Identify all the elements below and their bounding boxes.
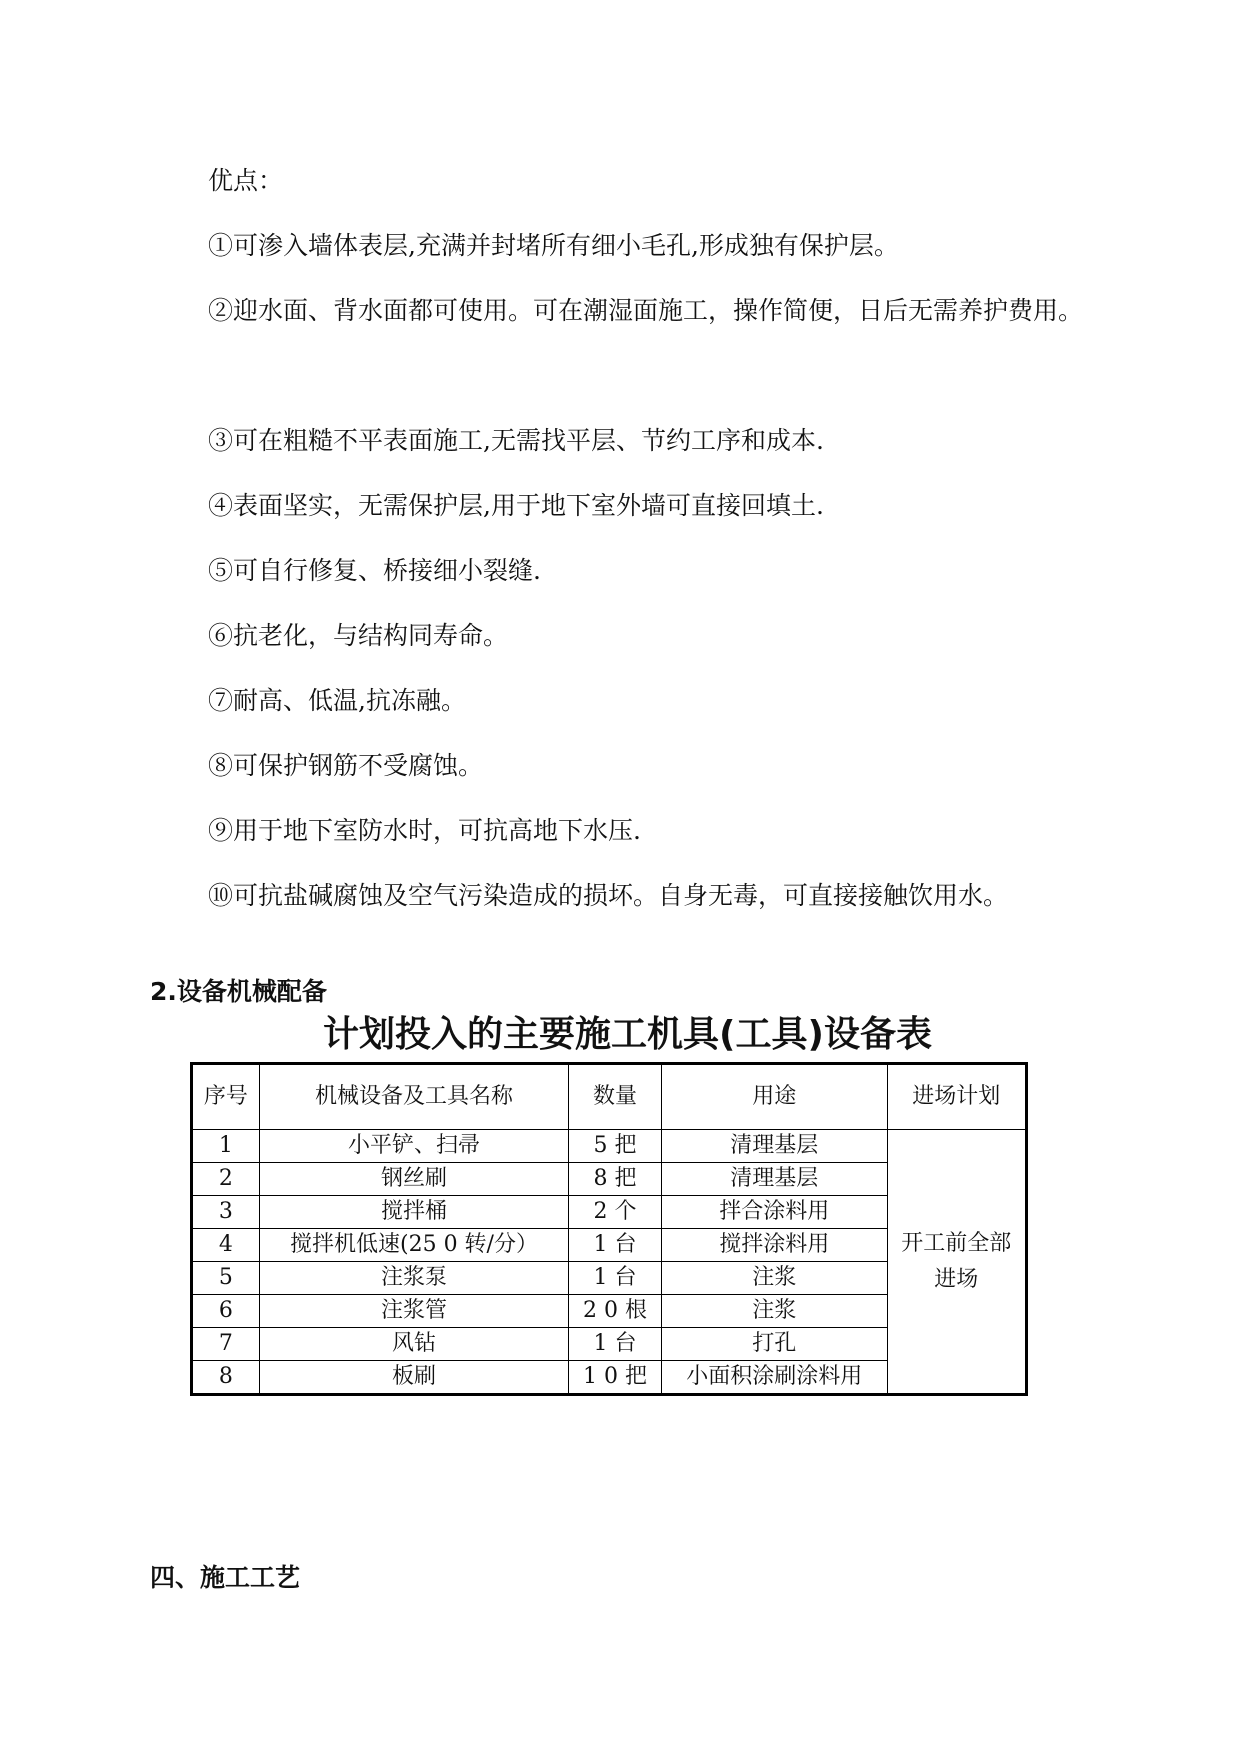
cell-name: 注浆管 <box>259 1295 568 1328</box>
advantage-item-6: ⑥抗老化，与结构同寿命。 <box>208 621 509 650</box>
cell-name: 钢丝刷 <box>259 1163 568 1196</box>
header-use: 用途 <box>661 1064 887 1130</box>
cell-no: 5 <box>192 1262 260 1295</box>
cell-use: 小面积涂刷涂料用 <box>661 1361 887 1395</box>
cell-qty: 1 台 <box>569 1328 662 1361</box>
cell-qty: 1 台 <box>569 1262 662 1295</box>
cell-qty: 5 把 <box>569 1130 662 1163</box>
cell-use: 清理基层 <box>661 1130 887 1163</box>
cell-name: 板刷 <box>259 1361 568 1395</box>
cell-name: 搅拌机低速(25 0 转/分） <box>259 1229 568 1262</box>
advantage-item-3: ③可在粗糙不平表面施工,无需找平层、节约工序和成本. <box>208 426 824 455</box>
table-row <box>192 1130 1027 1163</box>
advantage-item-4: ④表面坚实，无需保护层,用于地下室外墙可直接回填土. <box>208 491 824 520</box>
cell-qty: 2 0 根 <box>569 1295 662 1328</box>
cell-use: 注浆 <box>661 1262 887 1295</box>
advantage-item-5: ⑤可自行修复、桥接细小裂缝. <box>208 556 541 585</box>
cell-plan: 开工前全部进场 <box>887 1130 1026 1395</box>
cell-name: 风钻 <box>259 1328 568 1361</box>
cell-no: 8 <box>192 1361 260 1395</box>
cell-no: 7 <box>192 1328 260 1361</box>
cell-use: 搅拌涂料用 <box>661 1229 887 1262</box>
header-no: 序号 <box>192 1064 260 1130</box>
cell-no: 4 <box>192 1229 260 1262</box>
section-heading-process: 四、施工工艺 <box>150 1563 301 1592</box>
cell-no: 3 <box>192 1196 260 1229</box>
advantage-item-10: ⑩可抗盐碱腐蚀及空气污染造成的损坏。自身无毒，可直接接触饮用水。 <box>208 881 1009 910</box>
advantage-item-1: ①可渗入墙体表层,充满并封堵所有细小毛孔,形成独有保护层。 <box>208 231 899 260</box>
cell-no: 1 <box>192 1130 260 1163</box>
header-name: 机械设备及工具名称 <box>259 1064 568 1130</box>
cell-use: 清理基层 <box>661 1163 887 1196</box>
section-heading-equipment: 2.设备机械配备 <box>150 977 327 1006</box>
cell-qty: 1 0 把 <box>569 1361 662 1395</box>
cell-use: 打孔 <box>661 1328 887 1361</box>
cell-name: 小平铲、扫帚 <box>259 1130 568 1163</box>
cell-use: 拌合涂料用 <box>661 1196 887 1229</box>
advantages-heading: 优点： <box>208 166 284 195</box>
advantage-item-8: ⑧可保护钢筋不受腐蚀。 <box>208 751 484 780</box>
cell-no: 2 <box>192 1163 260 1196</box>
cell-name: 搅拌桶 <box>259 1196 568 1229</box>
equipment-table <box>190 1062 1028 1396</box>
header-plan: 进场计划 <box>887 1064 1026 1130</box>
cell-name: 注浆泵 <box>259 1262 568 1295</box>
advantage-item-2: ②迎水面、背水面都可使用。可在潮湿面施工，操作简便，日后无需养护费用。 <box>208 296 1084 325</box>
cell-use: 注浆 <box>661 1295 887 1328</box>
table-header-row <box>192 1064 1027 1130</box>
cell-qty: 8 把 <box>569 1163 662 1196</box>
cell-no: 6 <box>192 1295 260 1328</box>
advantage-item-9: ⑨用于地下室防水时，可抗高地下水压. <box>208 816 641 845</box>
table-title: 计划投入的主要施工机具(工具)设备表 <box>323 1014 932 1055</box>
cell-qty: 1 台 <box>569 1229 662 1262</box>
header-qty: 数量 <box>569 1064 662 1130</box>
advantage-item-7: ⑦耐高、低温,抗冻融。 <box>208 686 466 715</box>
cell-qty: 2 个 <box>569 1196 662 1229</box>
